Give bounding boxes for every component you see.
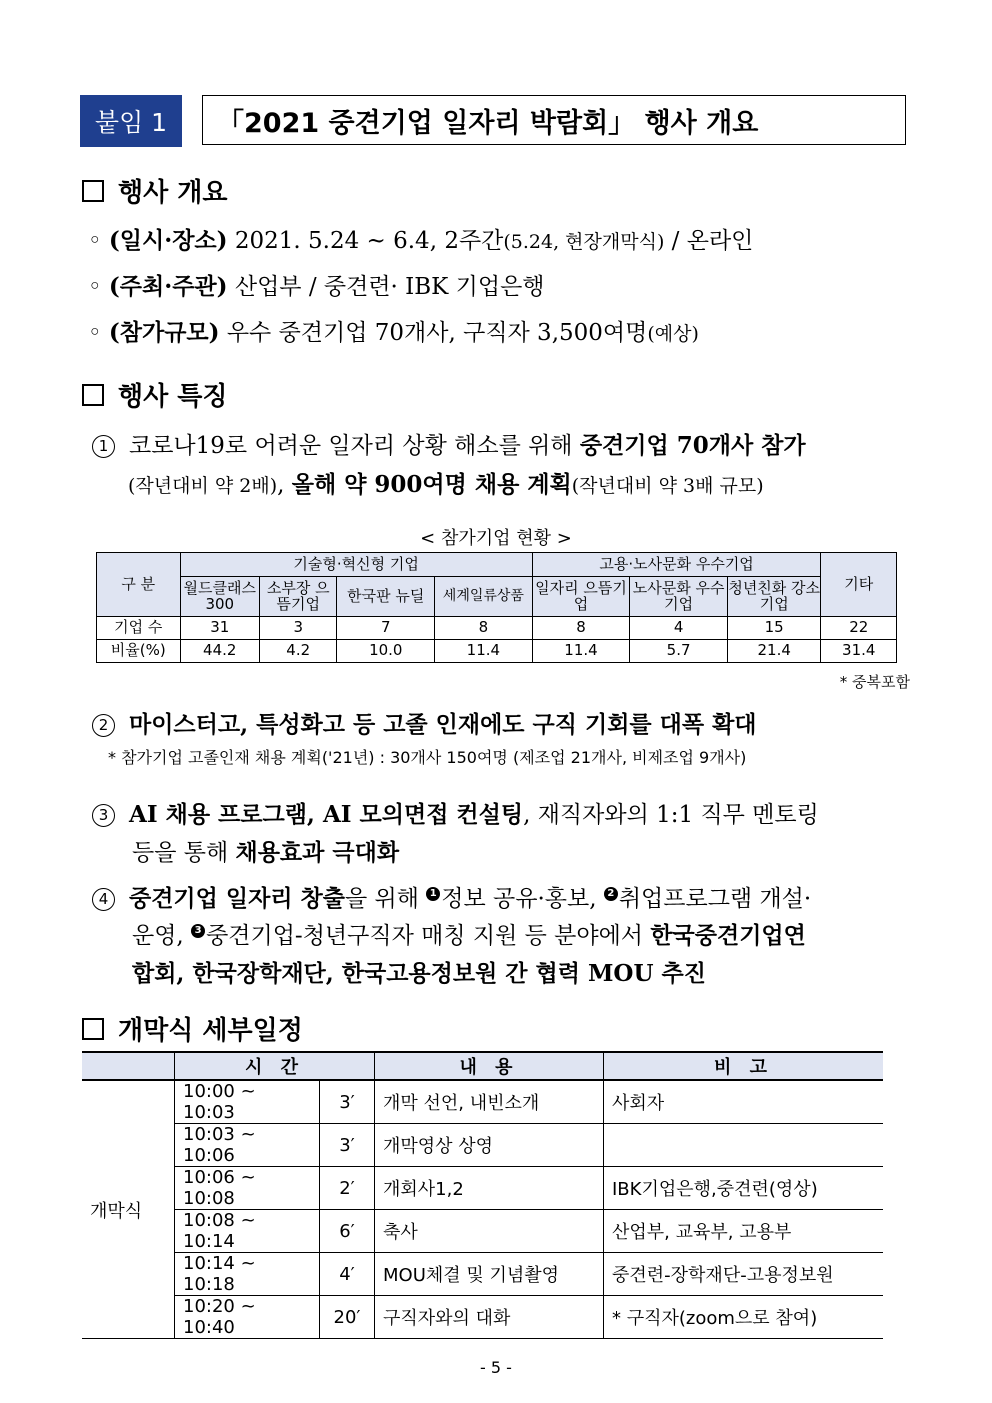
feature-2-text: 마이스터고, 특성화고 등 고졸 인재에도 구직 기회를 대폭 확대 xyxy=(129,711,757,738)
page-number: - 5 - xyxy=(480,1358,512,1377)
participants-table xyxy=(96,552,897,663)
schedule-note xyxy=(604,1124,884,1167)
feature-4-bold-b: 한국중견기업연 xyxy=(650,922,806,949)
schedule-note: IBK기업은행,중견련(영상) xyxy=(604,1167,884,1210)
feature-4-text-b: 정보 공유·홍보, xyxy=(441,886,604,912)
schedule-time: 10:20 ~ 10:40 xyxy=(175,1296,320,1339)
section-overview-heading xyxy=(82,172,228,209)
section-overview-title: 행사 개요 xyxy=(118,178,228,208)
table-row xyxy=(82,1296,883,1339)
circled-number-4: 4 xyxy=(92,888,115,911)
feature-1-plan: 올해 약 900여명 채용 계획 xyxy=(291,471,572,498)
schedule-header-blank xyxy=(82,1052,175,1080)
schedule-header-time: 시 간 xyxy=(175,1052,375,1080)
section-schedule-title: 개막식 세부일정 xyxy=(118,1016,303,1046)
feature-4-line-3 xyxy=(132,955,706,988)
header-gubun: 구 분 xyxy=(97,553,181,617)
schedule-duration: 3′ xyxy=(320,1124,375,1167)
feature-3-text: , 재직자와의 1:1 직무 멘토링 xyxy=(523,802,819,828)
overview-line-datetime: ◦ (일시·장소) 2021. 5.24 ~ 6.4, 2주간(5.24, 현장개막식) / 온라인 xyxy=(88,227,754,254)
cell: 31.4 xyxy=(821,640,897,663)
overview-text-datetime: 2021. 5.24 ~ 6.4, 2주간 xyxy=(227,228,504,254)
marker-2-icon: 2 xyxy=(604,887,618,901)
feature-4-line-1 xyxy=(92,880,811,913)
sub-header: 일자리 으뜸기업 xyxy=(532,577,630,617)
cell: 44.2 xyxy=(180,640,259,663)
feature-1-line-2 xyxy=(128,466,764,499)
cell: 4 xyxy=(630,617,728,640)
feature-3-bold-b: 채용효과 극대화 xyxy=(235,839,400,866)
schedule-content: 개회사1,2 xyxy=(375,1167,604,1210)
overview-line-scale: ◦ (참가규모) 우수 중견기업 70개사, 구직자 3,500여명(예상) xyxy=(88,319,699,346)
cell: 31 xyxy=(180,617,259,640)
schedule-time: 10:03 ~ 10:06 xyxy=(175,1124,320,1167)
overview-line-host: ◦ (주최·주관) 산업부 / 중견련· IBK 기업은행 xyxy=(88,273,545,300)
sub-header: 세계일류상품 xyxy=(435,577,533,617)
table-row xyxy=(82,1167,883,1210)
feature-4-line-2 xyxy=(132,917,806,950)
feature-1-line-1 xyxy=(92,427,806,460)
feature-4-text-e: 중견기업-청년구직자 매칭 지원 등 분야에서 xyxy=(206,923,651,949)
schedule-duration: 3′ xyxy=(320,1080,375,1124)
overview-small-datetime: (5.24, 현장개막식) xyxy=(503,231,665,253)
table-row-ratio xyxy=(97,640,897,663)
table-row xyxy=(82,1080,883,1124)
marker-3-icon: 3 xyxy=(191,924,205,938)
overview-small-scale: (예상) xyxy=(647,323,699,345)
cell: 7 xyxy=(337,617,435,640)
cell: 5.7 xyxy=(630,640,728,663)
overview-text-host: 산업부 / 중견련· IBK 기업은행 xyxy=(227,274,545,300)
schedule-header-content: 내 용 xyxy=(375,1052,604,1080)
schedule-content: MOU체결 및 기념촬영 xyxy=(375,1253,604,1296)
schedule-header-note: 비 고 xyxy=(604,1052,884,1080)
schedule-duration: 4′ xyxy=(320,1253,375,1296)
feature-3-text-b: 등을 통해 xyxy=(132,840,236,866)
section-schedule-heading xyxy=(82,1010,303,1047)
feature-1-text: 코로나19로 어려운 일자리 상황 해소를 위해 xyxy=(129,433,580,459)
attachment-badge: 붙임 1 xyxy=(80,95,182,147)
schedule-note: 산업부, 교육부, 고용부 xyxy=(604,1210,884,1253)
table-row xyxy=(82,1253,883,1296)
cell: 11.4 xyxy=(435,640,533,663)
feature-2-line xyxy=(92,706,757,739)
header-group-employment: 고용·노사문화 우수기업 xyxy=(532,553,821,577)
marker-1-icon: 1 xyxy=(426,887,440,901)
circled-number-3: 3 xyxy=(92,804,115,827)
schedule-note: * 구직자(zoom으로 참여) xyxy=(604,1296,884,1339)
section-features-heading xyxy=(82,376,228,413)
schedule-table xyxy=(82,1051,883,1339)
row-label: 비율(%) xyxy=(97,640,181,663)
feature-3-line-1 xyxy=(92,796,819,829)
schedule-time: 10:08 ~ 10:14 xyxy=(175,1210,320,1253)
feature-1-comma: , xyxy=(277,472,292,498)
schedule-group-label: 개막식 xyxy=(82,1080,175,1339)
sub-header: 월드클래스300 xyxy=(180,577,259,617)
cell: 8 xyxy=(435,617,533,640)
feature-4-bold-a: 중견기업 일자리 창출 xyxy=(129,885,345,912)
schedule-time: 10:14 ~ 10:18 xyxy=(175,1253,320,1296)
header-etc: 기타 xyxy=(821,553,897,617)
sub-header: 청년친화 강소기업 xyxy=(727,577,821,617)
table-row xyxy=(82,1210,883,1253)
schedule-content: 개막 선언, 내빈소개 xyxy=(375,1080,604,1124)
header-group-tech: 기술형·혁신형 기업 xyxy=(180,553,532,577)
schedule-note: 사회자 xyxy=(604,1080,884,1124)
feature-2-note: * 참가기업 고졸인재 채용 계획('21년) : 30개사 150여명 (제조업 21개사, 비제조업 9개사) xyxy=(108,748,747,767)
section-features-title: 행사 특징 xyxy=(118,382,228,412)
schedule-content: 구직자와의 대화 xyxy=(375,1296,604,1339)
overview-label-datetime: (일시·장소) xyxy=(108,227,228,254)
feature-3-bold: AI 채용 프로그램, AI 모의면접 컨설팅 xyxy=(129,801,524,828)
schedule-content: 축사 xyxy=(375,1210,604,1253)
table-row-count xyxy=(97,617,897,640)
feature-1-small-a: (작년대비 약 2배) xyxy=(128,475,278,497)
cell: 3 xyxy=(260,617,337,640)
feature-1-small-b: (작년대비 약 3배 규모) xyxy=(571,475,764,497)
cell: 8 xyxy=(532,617,630,640)
schedule-duration: 20′ xyxy=(320,1296,375,1339)
circled-number-1: 1 xyxy=(92,435,115,458)
table-caption: < 참가기업 현황 > xyxy=(420,528,572,549)
cell: 15 xyxy=(727,617,821,640)
table-note: * 중복포함 xyxy=(839,673,910,691)
cell: 11.4 xyxy=(532,640,630,663)
feature-4-text-c: 취업프로그램 개설· xyxy=(618,886,812,912)
feature-3-line-2 xyxy=(132,834,399,867)
sub-header: 소부장 으뜸기업 xyxy=(260,577,337,617)
cell: 22 xyxy=(821,617,897,640)
schedule-header-row xyxy=(82,1052,883,1080)
schedule-note: 중견련-장학재단-고용정보원 xyxy=(604,1253,884,1296)
schedule-content: 개막영상 상영 xyxy=(375,1124,604,1167)
circled-number-2: 2 xyxy=(92,714,115,737)
row-label: 기업 수 xyxy=(97,617,181,640)
overview-label-scale: (참가규모) xyxy=(108,319,220,346)
page-title: 「2021 중견기업 일자리 박람회」 행사 개요 xyxy=(202,95,906,145)
sub-header: 노사문화 우수기업 xyxy=(630,577,728,617)
feature-1-bold: 중견기업 70개사 참가 xyxy=(579,432,806,459)
cell: 4.2 xyxy=(260,640,337,663)
overview-text-scale: 우수 중견기업 70개사, 구직자 3,500여명 xyxy=(219,320,648,346)
feature-4-bold-c: 합회, 한국장학재단, 한국고용정보원 간 협력 MOU 추진 xyxy=(132,960,706,987)
schedule-duration: 6′ xyxy=(320,1210,375,1253)
feature-4-text-d: 운영, xyxy=(132,923,192,949)
schedule-time: 10:06 ~ 10:08 xyxy=(175,1167,320,1210)
schedule-duration: 2′ xyxy=(320,1167,375,1210)
feature-4-text-a: 을 위해 xyxy=(344,886,427,912)
overview-tail-datetime: / 온라인 xyxy=(664,228,754,254)
sub-header: 한국판 뉴딜 xyxy=(337,577,435,617)
table-row xyxy=(82,1124,883,1167)
schedule-time: 10:00 ~ 10:03 xyxy=(175,1080,320,1124)
overview-label-host: (주최·주관) xyxy=(108,273,228,300)
cell: 21.4 xyxy=(727,640,821,663)
cell: 10.0 xyxy=(337,640,435,663)
